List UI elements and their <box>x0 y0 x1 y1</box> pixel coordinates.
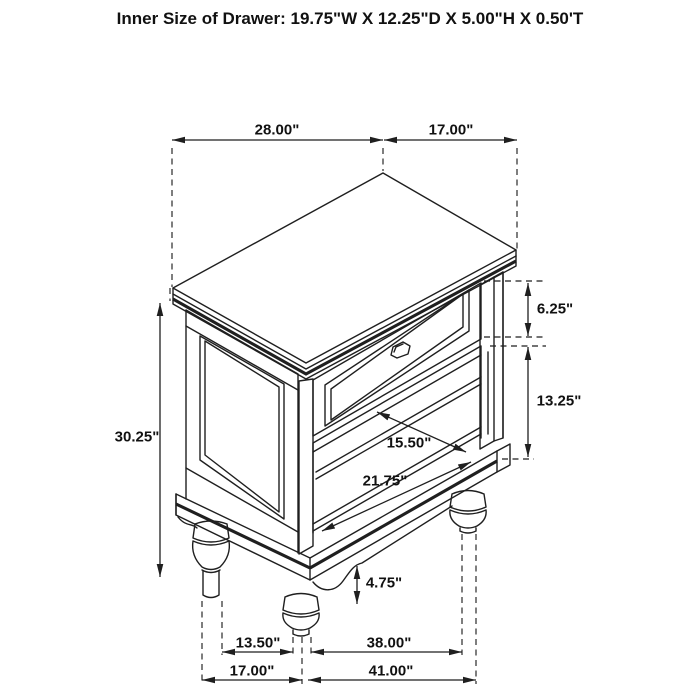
dim-label-base-height: 4.75" <box>365 574 403 592</box>
dim-label-drawer-height: 6.25" <box>536 300 574 318</box>
dim-label-overall-height: 30.25" <box>114 428 160 446</box>
drawing-title: Inner Size of Drawer: 19.75"W X 12.25"D X 5.00"H X 0.50'T <box>116 9 584 28</box>
dim-label-leg-span-side: 13.50" <box>235 634 281 652</box>
front-leg <box>283 594 319 637</box>
dim-label-opening-width: 21.75" <box>362 472 408 490</box>
dim-label-outer-span-side: 17.00" <box>229 662 275 680</box>
dim-label-top-width: 28.00" <box>254 121 300 139</box>
dim-label-opening-depth: 15.50" <box>386 434 432 452</box>
dim-label-opening-height: 13.25" <box>536 392 582 410</box>
extension-lines <box>170 148 546 684</box>
dim-label-leg-span-front: 38.00" <box>366 634 412 652</box>
dim-label-top-depth: 17.00" <box>428 121 474 139</box>
base-platform <box>176 444 510 590</box>
front-posts <box>299 272 503 554</box>
dim-label-outer-span-front: 41.00" <box>368 662 414 680</box>
drawer-front <box>313 283 481 452</box>
